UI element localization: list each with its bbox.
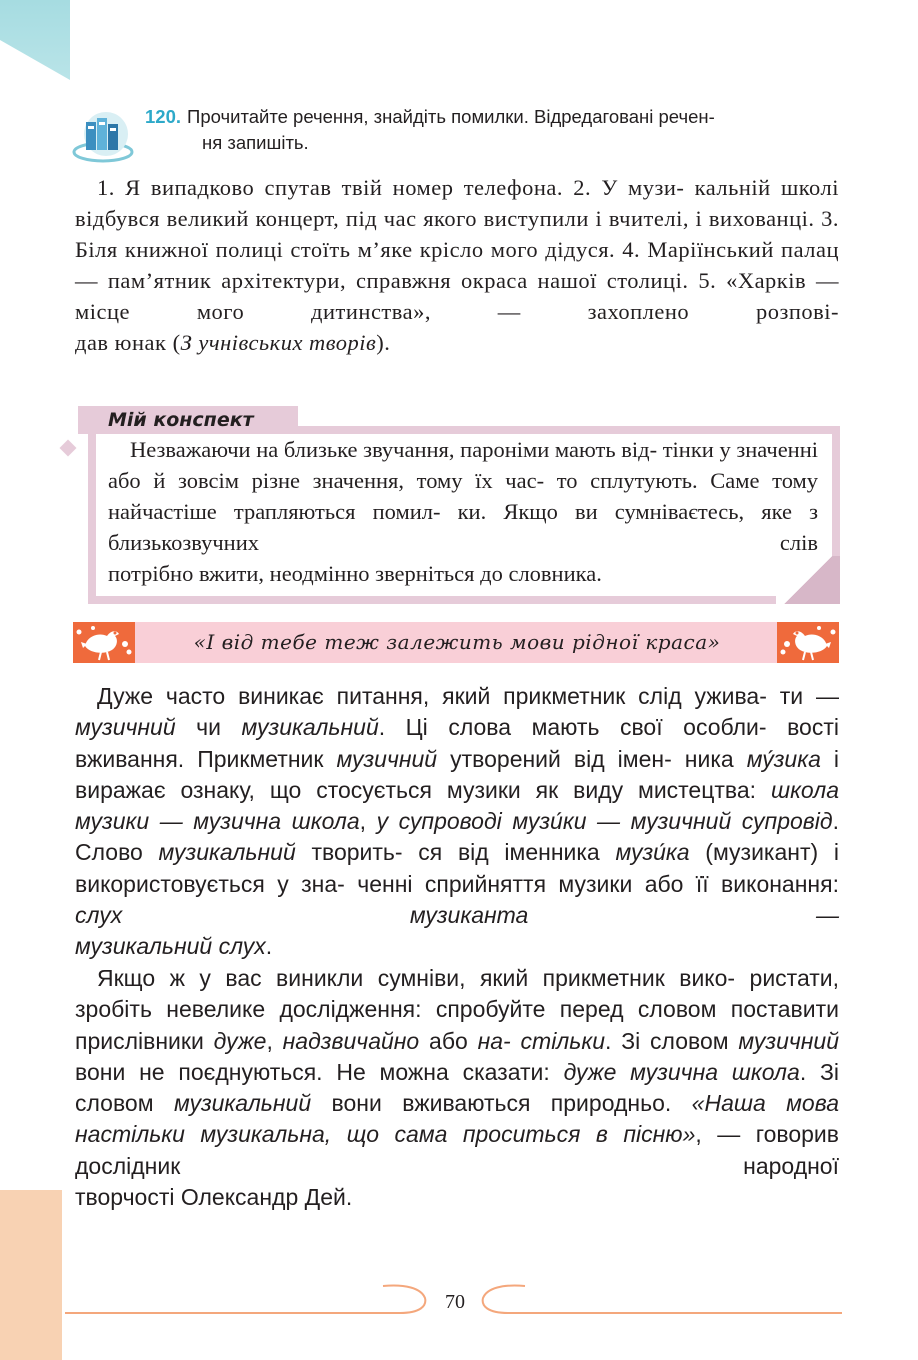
konspekt-bullet-icon (60, 440, 77, 457)
quote-banner (73, 622, 839, 663)
paragraph-line: ти — музичний чи музикальний. Ці слова мають свої особли- (75, 683, 839, 741)
page-number: 70 (445, 1291, 465, 1313)
task-number: 120. (145, 106, 182, 127)
exercise-line: пам’ятник архітектури, справжня окраса нашої столиці. (107, 268, 689, 293)
paragraph-line: словом поставити прислівники дуже, надзвичайно або на- (75, 996, 839, 1054)
paragraph-line: музи́ки — музичний супровід. Слово музикальний творить- (75, 808, 839, 866)
paragraph-line: мистецтва: школа музики — музична школа, у супроводі (75, 776, 839, 835)
paragraph-line: Дуже часто виникає питання, який прикметник слід ужива- (97, 683, 767, 709)
bottom-left-corner-decoration (0, 1190, 62, 1360)
body-paragraph-1 (75, 681, 839, 963)
paragraph-line: Якщо ж у вас виникли сумніви, який прикметник вико- (97, 965, 736, 991)
task-text-line1: Прочитайте речення, знайдіть помилки. Відредаговані речен- (187, 106, 715, 127)
paragraph-line: ристати, зробіть невелике дослідження: спробуйте перед (75, 965, 840, 1023)
paragraph-line: вживаються природньо. «Наша мова настільки музикальна, (75, 1090, 839, 1148)
paragraph-line: ченні сприйняття музики або її виконання: слух музиканта — (75, 870, 839, 929)
footer-swirl-left (65, 1280, 430, 1316)
paragraph-line: ся від іменника музи́ка (музикант) і використовується у зна- (75, 839, 839, 897)
exercise-line: стоїть м’яке крісло мого дідуся. 4. Маріїнський палац — (75, 237, 840, 293)
paragraph-line: що сама проситься в пісню», — говорив дослідник народної (75, 1121, 839, 1179)
konspekt-line: Незважаючи на близьке звучання, пароніми мають від- (130, 437, 658, 462)
konspekt-line: то сплутують. Саме тому найчастіше трапляються помил- (108, 468, 819, 524)
paragraph-line: стільки. Зі словом музичний вони не поєднуються. Не можна (75, 1027, 840, 1085)
paragraph-line: музикальний слух. (75, 933, 273, 960)
paragraph-line: творчості Олександр Дей. (75, 1184, 353, 1211)
exercise-line: виступили і вчителі, і вихованці. 3. Біля книжної полиці (75, 206, 840, 262)
konspekt-line: тінки у значенні або й зовсім різне значення, тому їх час- (108, 437, 819, 493)
folk-bird-ornament-icon (73, 622, 135, 663)
exercise-text (75, 172, 839, 358)
exercise-source: З учнівських творів (180, 330, 377, 355)
konspekt-title: Мій конспект (78, 406, 298, 434)
task-instruction (145, 104, 845, 156)
top-left-corner-decoration (0, 0, 70, 80)
body-paragraph-2 (75, 963, 839, 1213)
task-text-line2: ня запишіть. (202, 132, 309, 153)
paragraph-line: сказати: дуже музична школа. Зі словом музикальний вони (75, 1058, 839, 1117)
exercise-line: 5. «Харків — місце мого дитинства», — захоплено розпові- (75, 268, 839, 324)
banner-quote: «І від тебе теж залежить мови рідної краса» (193, 630, 721, 654)
folk-bird-ornament-icon (777, 622, 839, 663)
konspekt-line: ки. Якщо ви сумніваєтесь, яке з близькозвучних слів (108, 499, 818, 555)
books-icon (72, 108, 134, 163)
footer-swirl-right (480, 1280, 842, 1316)
exercise-line: 1. Я випадково спутав твій номер телефона. 2. У музи- (97, 175, 685, 200)
exercise-line: кальній школі відбувся великий концерт, під час якого (75, 175, 839, 231)
konspekt-line: потрібно вжити, неодмінно зверніться до словника. (108, 561, 602, 586)
paragraph-line: вості вживання. Прикметник музичний утворений від імен- (75, 714, 839, 772)
exercise-last-line: дав юнак (З учнівських творів). (75, 330, 391, 355)
paragraph-line: ника му́зика і виражає ознаку, що стосується музики як виду (75, 745, 840, 803)
konspekt-text (108, 434, 818, 589)
